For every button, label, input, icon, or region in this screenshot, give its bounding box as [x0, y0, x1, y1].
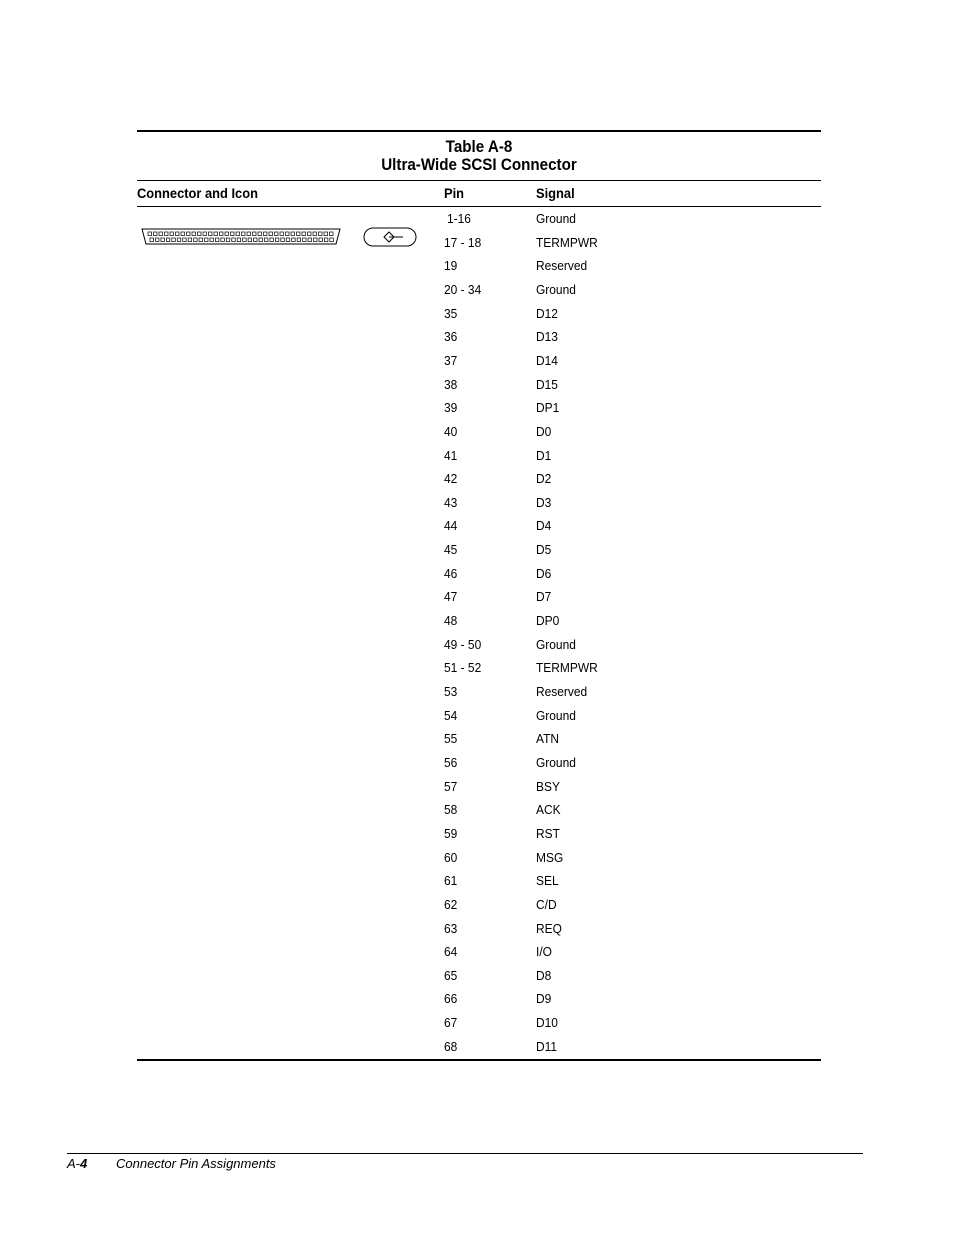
page-number-value: 4 — [80, 1156, 88, 1171]
table-row — [137, 991, 821, 1011]
table-row — [137, 637, 821, 657]
pin-cell: 44 — [444, 518, 458, 534]
table-caption — [164, 132, 793, 180]
signal-cell: REQ — [536, 920, 562, 936]
signal-cell: ACK — [536, 802, 561, 818]
signal-cell: Ground — [536, 707, 576, 723]
signal-cell: C/D — [536, 896, 557, 912]
signal-cell: D6 — [536, 565, 552, 581]
signal-cell: D4 — [536, 518, 552, 534]
table-title: Ultra-Wide SCSI Connector — [381, 156, 577, 174]
table-row — [137, 353, 821, 373]
signal-cell: TERMPWR — [536, 660, 598, 676]
pin-cell: 47 — [444, 589, 458, 605]
signal-cell: ATN — [536, 731, 560, 747]
pin-cell: 61 — [444, 873, 458, 889]
pin-cell: 65 — [444, 967, 458, 983]
signal-cell: D9 — [536, 991, 552, 1007]
pin-cell: 68 — [444, 1038, 458, 1054]
pin-cell: 58 — [444, 802, 458, 818]
signal-cell: Ground — [536, 636, 576, 652]
table-row — [137, 660, 821, 680]
table-row — [137, 921, 821, 941]
pin-cell: 53 — [444, 684, 458, 699]
signal-cell: D12 — [536, 305, 558, 321]
pin-cell: 60 — [444, 849, 458, 865]
table-row — [137, 779, 821, 799]
signal-cell: Reserved — [536, 258, 588, 274]
pin-cell: 57 — [444, 778, 458, 794]
table-row — [137, 424, 821, 444]
signal-cell: D0 — [536, 423, 552, 439]
table-number: Table A-8 — [445, 138, 513, 156]
table-row — [137, 448, 821, 468]
table-header-row — [137, 181, 821, 206]
signal-cell: DP1 — [536, 400, 560, 416]
pin-cell: 36 — [444, 329, 458, 345]
page-prefix: A- — [67, 1156, 80, 1171]
table-row — [137, 1015, 821, 1035]
pin-cell: 41 — [444, 447, 458, 463]
pin-cell: 19 — [444, 258, 458, 274]
table-row — [137, 968, 821, 988]
table-row — [137, 708, 821, 728]
footer-section-title: Connector Pin Assignments — [116, 1156, 276, 1171]
table-row — [137, 306, 821, 326]
pin-cell: 45 — [444, 542, 458, 558]
header-connector: Connector and Icon — [137, 185, 258, 201]
pin-cell: 43 — [444, 494, 458, 510]
table-row — [137, 377, 821, 397]
table-row — [137, 542, 821, 562]
table-row — [137, 613, 821, 633]
signal-cell: D7 — [536, 589, 552, 605]
signal-cell: D14 — [536, 352, 558, 368]
table-row — [137, 400, 821, 420]
pin-cell: 62 — [444, 896, 458, 912]
signal-cell: D10 — [536, 1015, 558, 1031]
table-row — [137, 826, 821, 846]
table-row — [137, 802, 821, 822]
signal-cell: D1 — [536, 447, 552, 463]
signal-cell: D2 — [536, 471, 552, 487]
pin-cell: 59 — [444, 825, 458, 841]
table-row — [137, 944, 821, 964]
table-row — [137, 258, 821, 278]
signal-cell: D15 — [536, 376, 558, 392]
signal-cell: I/O — [536, 944, 552, 960]
footer-rule — [67, 1153, 863, 1154]
pin-cell: 51 - 52 — [444, 660, 482, 676]
table-row — [137, 684, 821, 704]
signal-cell: DP0 — [536, 613, 560, 629]
pin-cell: 54 — [444, 707, 458, 723]
signal-cell: Ground — [536, 211, 576, 226]
table-row — [137, 471, 821, 491]
signal-cell: D3 — [536, 494, 552, 510]
pin-cell: 49 - 50 — [444, 636, 482, 652]
table-row — [137, 897, 821, 917]
pin-cell: 17 - 18 — [444, 234, 482, 250]
table-body — [137, 207, 821, 1059]
signal-cell: D11 — [536, 1038, 558, 1054]
table-row — [137, 329, 821, 349]
signal-cell: SEL — [536, 873, 559, 889]
table-row — [137, 589, 821, 609]
pin-cell: 39 — [444, 400, 458, 416]
table-row — [137, 1039, 821, 1059]
table-row — [137, 211, 821, 231]
pin-cell: 37 — [444, 352, 458, 368]
table-row — [137, 731, 821, 751]
pin-cell: 67 — [444, 1015, 458, 1031]
signal-cell: RST — [536, 825, 560, 841]
signal-cell: D5 — [536, 542, 552, 558]
pin-cell: 35 — [444, 305, 458, 321]
signal-cell: Ground — [536, 754, 576, 770]
table-row — [137, 566, 821, 586]
pin-cell: 66 — [444, 991, 458, 1007]
pin-assignment-table — [137, 130, 821, 1059]
table-row — [137, 873, 821, 893]
signal-cell: BSY — [536, 778, 560, 794]
pin-cell: 46 — [444, 565, 458, 581]
table-row — [137, 755, 821, 775]
pin-cell: 63 — [444, 920, 458, 936]
table-row — [137, 518, 821, 538]
pin-cell: 64 — [444, 944, 458, 960]
table-row — [137, 495, 821, 515]
signal-cell: TERMPWR — [536, 234, 598, 250]
pin-cell: 38 — [444, 376, 458, 392]
pin-cell: 20 - 34 — [444, 281, 482, 297]
header-signal: Signal — [536, 185, 575, 201]
table-bottom-rule — [137, 1059, 821, 1061]
page-number — [67, 1156, 87, 1171]
pin-cell: 42 — [444, 471, 458, 487]
pin-cell: 48 — [444, 613, 458, 629]
table-row — [137, 282, 821, 302]
signal-cell: D13 — [536, 329, 558, 345]
pin-cell: 56 — [444, 754, 458, 770]
signal-cell: Ground — [536, 281, 576, 297]
table-row — [137, 235, 821, 255]
signal-cell: Reserved — [536, 684, 588, 699]
table-row — [137, 850, 821, 870]
header-pin: Pin — [444, 185, 465, 201]
pin-cell: 40 — [444, 423, 458, 439]
signal-cell: D8 — [536, 967, 552, 983]
signal-cell: MSG — [536, 849, 564, 865]
pin-cell: 55 — [444, 731, 458, 747]
pin-cell: 1-16 — [447, 211, 471, 226]
